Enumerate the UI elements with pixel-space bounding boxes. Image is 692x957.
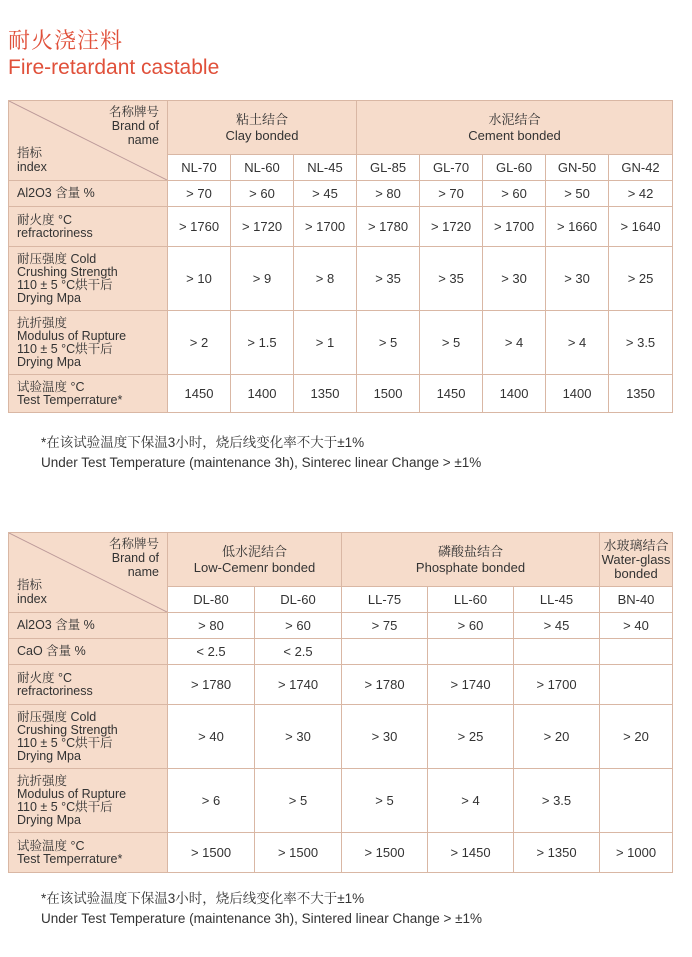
table-cell: > 5: [342, 769, 428, 833]
table-cell: > 70: [168, 181, 231, 207]
index-label: 指标 index: [17, 578, 47, 606]
table-cell: > 1000: [600, 833, 673, 873]
grade-code: GL-85: [357, 155, 420, 181]
table-cell: > 3.5: [609, 311, 673, 375]
grade-code: DL-80: [168, 587, 255, 613]
table-cell: > 1740: [255, 665, 342, 705]
table-cell: > 30: [483, 247, 546, 311]
table-cell: > 20: [600, 705, 673, 769]
grade-code: DL-60: [255, 587, 342, 613]
table-cell: > 1760: [168, 207, 231, 247]
table-cell: > 1780: [168, 665, 255, 705]
header-corner-cell: [9, 533, 168, 613]
table-cell: [600, 665, 673, 705]
table-cell: > 30: [255, 705, 342, 769]
table-cell: > 60: [231, 181, 294, 207]
table-cell: > 70: [420, 181, 483, 207]
group-header-water-glass-bonded: 水玻璃结合 Water-glass bonded: [600, 533, 673, 587]
table-cell: > 1720: [231, 207, 294, 247]
brand-label: 名称牌号 Brand of name: [108, 537, 159, 579]
table-cell: > 60: [483, 181, 546, 207]
table-cell: > 1700: [294, 207, 357, 247]
table-cell: < 2.5: [168, 639, 255, 665]
table-cell: > 1350: [514, 833, 600, 873]
brand-label: 名称牌号 Brand of name: [108, 105, 159, 147]
table-cell: > 4: [428, 769, 514, 833]
grade-code: LL-45: [514, 587, 600, 613]
table-cell: > 80: [357, 181, 420, 207]
table-cell: 1450: [168, 375, 231, 413]
table-cell: > 10: [168, 247, 231, 311]
table-cell: [428, 639, 514, 665]
table-cell: [514, 639, 600, 665]
table-cell: > 1500: [168, 833, 255, 873]
table-cell: > 60: [255, 613, 342, 639]
table-cell: > 1700: [514, 665, 600, 705]
table-cell: 1400: [546, 375, 609, 413]
footnote-2: [41, 889, 482, 929]
table-cell: > 35: [357, 247, 420, 311]
table-cell: > 8: [294, 247, 357, 311]
table-cell: > 5: [420, 311, 483, 375]
footnote-1: [41, 433, 481, 473]
footnote-en: Under Test Temperature (maintenance 3h), Sintered linear Change > ±1%: [41, 911, 483, 926]
table-cell: > 4: [546, 311, 609, 375]
table-cell: > 1500: [342, 833, 428, 873]
table-cell: 1400: [231, 375, 294, 413]
grade-code: NL-60: [231, 155, 294, 181]
group-header-phosphate-bonded: 磷酸盐结合 Phosphate bonded: [342, 533, 600, 587]
table-cell: > 35: [420, 247, 483, 311]
footnote-en: Under Test Temperature (maintenance 3h), Sinterec linear Change > ±1%: [41, 455, 482, 470]
castable-spec-table-1: [8, 100, 673, 413]
table-cell: > 6: [168, 769, 255, 833]
title-english: Fire-retardant castable: [8, 56, 220, 79]
table-cell: > 25: [609, 247, 673, 311]
group-header-low-cement-bonded: 低水泥结合 Low-Cemenr bonded: [168, 533, 342, 587]
table-cell: > 45: [514, 613, 600, 639]
table-cell: > 30: [546, 247, 609, 311]
grade-code: NL-45: [294, 155, 357, 181]
table-cell: 1350: [609, 375, 673, 413]
table-cell: [342, 639, 428, 665]
row-label-al2o3: Al2O3 含量 %: [9, 181, 168, 207]
table-cell: 1350: [294, 375, 357, 413]
grade-code: LL-75: [342, 587, 428, 613]
table-cell: 1450: [420, 375, 483, 413]
grade-code: NL-70: [168, 155, 231, 181]
table-cell: [600, 639, 673, 665]
table-cell: < 2.5: [255, 639, 342, 665]
table-cell: > 1.5: [231, 311, 294, 375]
table-cell: > 1740: [428, 665, 514, 705]
grade-code: GN-42: [609, 155, 673, 181]
row-label-test-temperature: 试验温度 °C Test Temperrature*: [9, 375, 168, 413]
table-cell: > 5: [255, 769, 342, 833]
table-cell: > 75: [342, 613, 428, 639]
grade-code: GN-50: [546, 155, 609, 181]
title-chinese: 耐火浇注料: [8, 29, 124, 54]
table-cell: > 30: [342, 705, 428, 769]
table-cell: > 9: [231, 247, 294, 311]
table-cell: > 80: [168, 613, 255, 639]
table-cell: > 50: [546, 181, 609, 207]
table-cell: > 1: [294, 311, 357, 375]
table-cell: > 20: [514, 705, 600, 769]
group-header-clay-bonded: 粘土结合 Clay bonded: [168, 101, 357, 155]
row-label-refractoriness: 耐火度 °C refractoriness: [9, 665, 168, 705]
table-cell: 1500: [357, 375, 420, 413]
row-label-modulus-of-rupture: 抗折强度 Modulus of Rupture 110 ± 5 °C烘干后 Drying Mpa: [9, 311, 168, 375]
table-cell: > 60: [428, 613, 514, 639]
table-cell: [600, 769, 673, 833]
row-label-cao: CaO 含量 %: [9, 639, 168, 665]
table-cell: > 42: [609, 181, 673, 207]
table-cell: > 1660: [546, 207, 609, 247]
row-label-al2o3: Al2O3 含量 %: [9, 613, 168, 639]
grade-code: LL-60: [428, 587, 514, 613]
row-label-cold-crushing-strength: 耐压强度 Cold Crushing Strength 110 ± 5 °C烘干后 Drying Mpa: [9, 247, 168, 311]
table-cell: > 5: [357, 311, 420, 375]
group-header-cement-bonded: 水泥结合 Cement bonded: [357, 101, 673, 155]
table-cell: > 1700: [483, 207, 546, 247]
table-cell: > 40: [600, 613, 673, 639]
row-label-cold-crushing-strength: 耐压强度 Cold Crushing Strength 110 ± 5 °C烘干后 Drying Mpa: [9, 705, 168, 769]
index-label: 指标 index: [17, 146, 47, 174]
footnote-cn: *在该试验温度下保温3小时，烧后线变化率不大于±1%: [41, 891, 365, 906]
table-cell: > 1500: [255, 833, 342, 873]
table-cell: 1400: [483, 375, 546, 413]
table-cell: > 45: [294, 181, 357, 207]
table-cell: > 3.5: [514, 769, 600, 833]
row-label-modulus-of-rupture: 抗折强度 Modulus of Rupture 110 ± 5 °C烘干后 Drying Mpa: [9, 769, 168, 833]
header-corner-cell: [9, 101, 168, 181]
grade-code: GL-60: [483, 155, 546, 181]
row-label-refractoriness: 耐火度 °C refractoriness: [9, 207, 168, 247]
row-label-test-temperature: 试验温度 °C Test Temperrature*: [9, 833, 168, 873]
table-cell: > 25: [428, 705, 514, 769]
table-cell: > 4: [483, 311, 546, 375]
table-cell: > 1450: [428, 833, 514, 873]
table-cell: > 1720: [420, 207, 483, 247]
table-cell: > 1780: [342, 665, 428, 705]
table-cell: > 40: [168, 705, 255, 769]
footnote-cn: *在该试验温度下保温3小时，烧后线变化率不大于±1%: [41, 435, 365, 450]
grade-code: GL-70: [420, 155, 483, 181]
castable-spec-table-2: [8, 532, 673, 873]
table-cell: > 1640: [609, 207, 673, 247]
table-cell: > 1780: [357, 207, 420, 247]
grade-code: BN-40: [600, 587, 673, 613]
table-cell: > 2: [168, 311, 231, 375]
